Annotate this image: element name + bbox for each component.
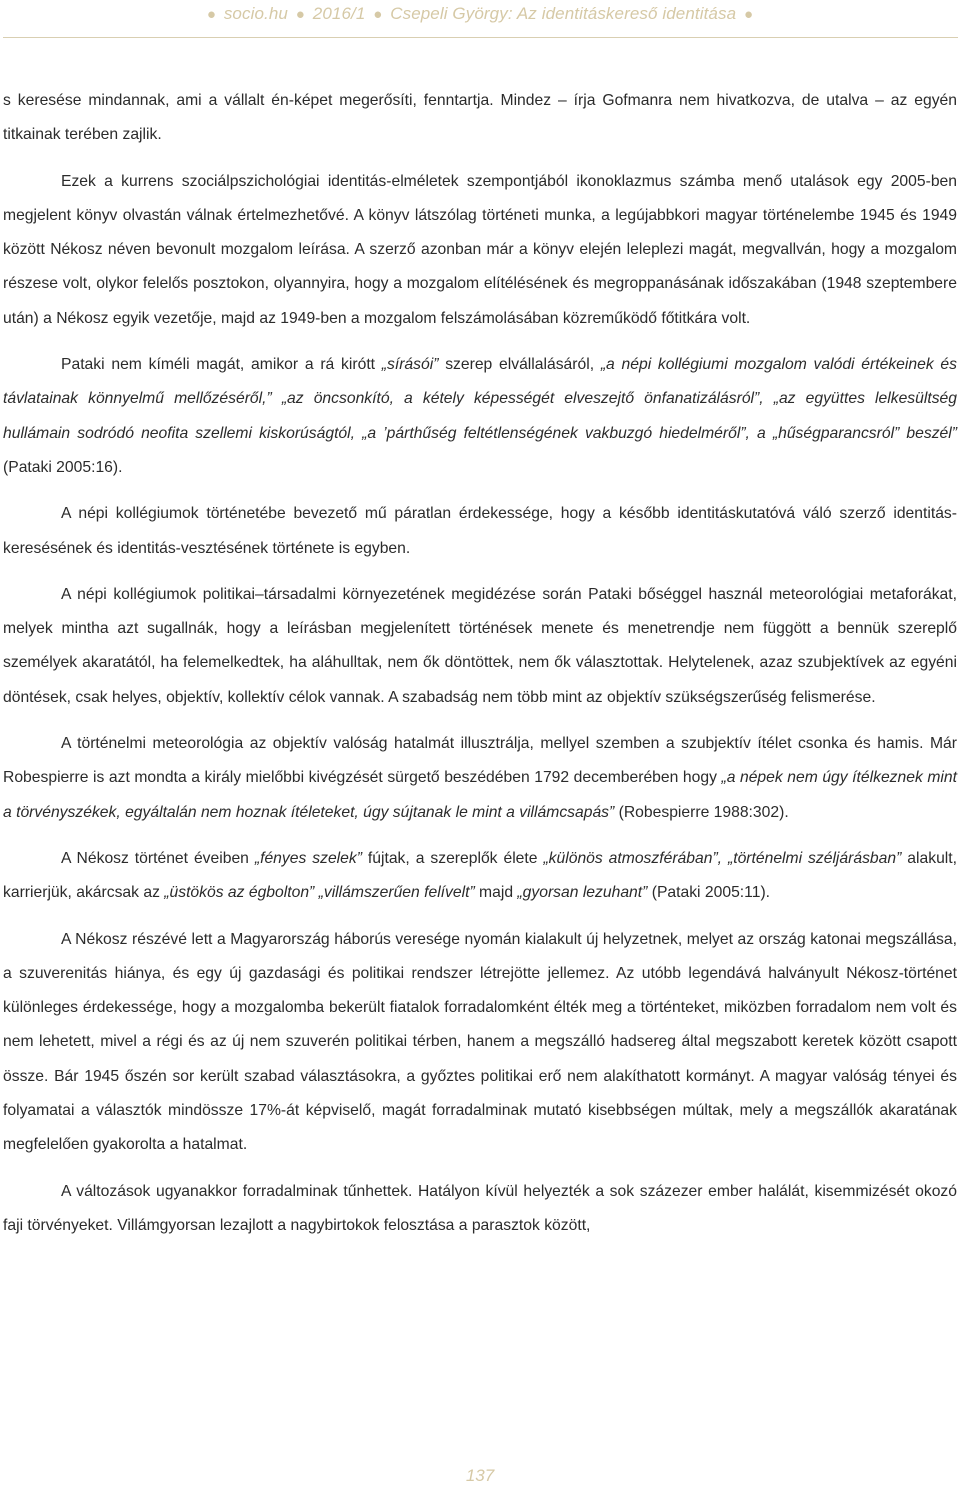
paragraph [3, 497, 957, 566]
quoted-text: „a népi kollégiumi mozgalom valódi értékeinek és távlatainak könnyelmű mellőzéséről,” „az öncsonkító, a kétely képességét elveszejtő önfanatizálásról”, „az együttes lelkesültség hullámain sodródó neofita szellemi kiskorúságtól, „a ’párthűség feltétlenségének vakbuzgó hiedelméről”, a „hűségparancsról” beszél” [3, 356, 957, 442]
header-article: Csepeli György: Az identitáskereső identitása [390, 4, 737, 23]
paragraph [3, 578, 957, 715]
paragraph [3, 348, 957, 485]
body-text: (Pataki 2005:16). [3, 458, 123, 476]
body-text: Pataki nem kíméli magát, amikor a rá kirótt [61, 356, 382, 374]
paragraph [3, 1175, 957, 1244]
paragraph [3, 842, 957, 911]
body-text: s keresése mindannak, ami a vállalt én-képet megerősíti, fenntartja. Mindez – írja Gofmanra nem hivatkozva, de utalva – az egyén titkainak terében zajlik. [3, 92, 957, 144]
quoted-text: „gyorsan lezuhant” [517, 884, 648, 902]
bullet-icon: ● [295, 6, 305, 23]
body-text: majd [474, 884, 518, 902]
bullet-icon: ● [743, 6, 754, 23]
bullet-icon: ● [206, 6, 216, 23]
quoted-text: „különös atmoszférában”, „történelmi széljárásban” [543, 849, 902, 867]
running-header [0, 4, 960, 24]
body-text: (Robespierre 1988:302). [614, 803, 789, 821]
bullet-icon: ● [373, 6, 383, 23]
body-text: A népi kollégiumok történetébe bevezető mű páratlan érdekessége, hogy a később identitáskutatóvá váló szerző identitás-keresésének és identitás-vesztésének története is egyben. [3, 505, 957, 557]
body-text: A Nékosz részévé lett a Magyarország háborús veresége nyomán kialakult új helyzetnek, melyet az ország katonai megszállása, a szuverenitás hiánya, és egy új gazdasági és politikai rendszer létrejötte jellemez. Az utóbb legendává halványult Nékosz-történet különleges érdekessége, hogy a mozgalomba bekerült fiatalok forradalomként élték meg a történteket, miközben forradalom nem volt és nem lehetett, mivel a régi és az új nem szuverén politikai térben, hanem a megszálló hadsereg által megszabott keretek között csapott össze. Bár 1945 őszén sor került szabad választásokra, a győztes politikai erő nem alakíthatott kormányt. A magyar valóság tényei és folyamatai a választók mindössze 17%-át képviselő, magát forradalminak mutató kisebbségen múltak, mely a megszállók akaratának megfelelően gyakorolta a hatalmat. [3, 930, 957, 1154]
quoted-text: „a népek nem úgy ítélkeznek mint a törvényszékek, egyáltalán nem hoznak ítéleteket, úgy sújtanak le mint a villámcsapás” [3, 769, 957, 821]
paragraph [3, 165, 957, 336]
paragraph [3, 923, 957, 1163]
quoted-text: „üstökös az égbolton” „villámszerűen felívelt” [164, 884, 475, 902]
paragraph [3, 84, 957, 153]
body-text: szerep elvállalásáról, [438, 356, 601, 374]
article-body [3, 84, 957, 1243]
header-issue: 2016/1 [312, 4, 366, 23]
page-number: 137 [465, 1466, 495, 1485]
body-text: A Nékosz történet éveiben [61, 849, 255, 867]
paragraph [3, 727, 957, 830]
header-site: socio.hu [223, 4, 288, 23]
quoted-text: „sírásói” [381, 356, 439, 374]
body-text: (Pataki 2005:11). [647, 884, 771, 902]
header-rule [3, 37, 958, 38]
body-text: A változások ugyanakkor forradalminak tűnhettek. Hatályon kívül helyezték a sok százezer ember halálát, kisemmizését okozó faji törvényeket. Villámgyorsan lezajlott a nagybirtokok felosztása a parasztok között, [3, 1182, 957, 1234]
body-text: A népi kollégiumok politikai–társadalmi környezetének megidézése során Pataki bőséggel használ meteorológiai metaforákat, melyek mintha azt sugallnák, hogy a leírásban megjelenített történések menete és menetrendje nem függött a bennük szereplő személyek akaratától, ha felemelkedtek, ha aláhulltak, nem ők döntöttek, nem ők választottak. Helytelenek, azaz szubjektívek az egyéni döntések, csak helyes, objektív, kollektív célok vannak. A szabadság nem több mint az objektív szükségszerűség felismerése. [3, 585, 957, 706]
body-text: alakult, karrierjük, akárcsak az [3, 849, 957, 902]
quoted-text: „fényes szelek” [254, 849, 362, 867]
body-text: Ezek a kurrens szociálpszichológiai identitás-elméletek szempontjából ikonoklazmus számba menő utalások egy 2005-ben megjelent könyv olvastán válnak értelmezhetővé. A könyv látszólag történeti munka, a legújabbkori magyar történelembe 1945 és 1949 között Nékosz néven bevonult mozgalom leírása. A szerző azonban már a könyv elején leleplezi magát, megvallván, hogy a mozgalom részese volt, olykor felelős posztokon, olyannyira, hogy a mozgalom elítélésének és megroppanásának időszakában (1948 szeptembere után) a Nékosz egyik vezetője, majd az 1949-ben a mozgalom felszámolásában közreműködő főtitkára volt. [3, 172, 957, 327]
body-text: fújtak, a szereplők élete [361, 849, 544, 867]
body-text: A történelmi meteorológia az objektív valóság hatalmát illusztrálja, mellyel szemben a szubjektív ítélet csonka és hamis. Már Robespierre is azt mondta a király mielőbbi kivégzését sürgető beszédében 1792 decemberében hogy [3, 735, 957, 787]
